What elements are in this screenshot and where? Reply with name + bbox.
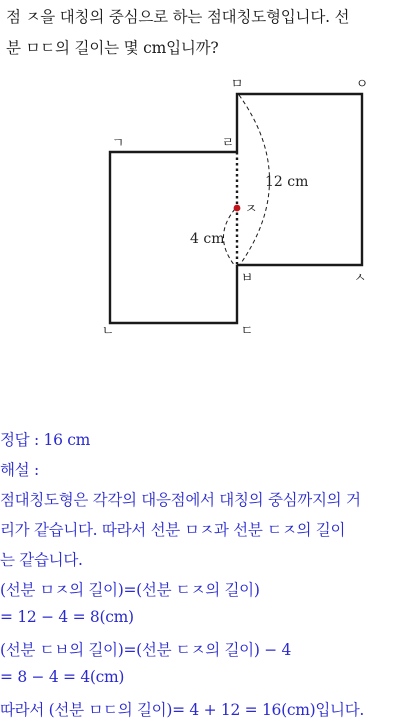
answer-line-5: 는 같습니다. [0,551,83,569]
vertex-label-siot: ㅅ [353,271,367,286]
answer-line-4: 리가 같습니다. 따라서 선분 ㅁㅈ과 선분 ㄷㅈ의 길이 [0,521,346,539]
vertex-label-mieum: ㅁ [230,77,244,92]
vertex-label-giyeok: ㄱ [111,136,125,151]
vertex-label-jieut: ㅈ [244,202,258,217]
answer-line-3: 점대칭도형은 각각의 대응점에서 대칭의 중심까지의 거 [0,491,361,509]
vertex-label-rieul: ㄹ [221,136,235,151]
vertex-label-nieun: ㄴ [101,324,115,339]
answer-line-10: 따라서 (선분 ㅁㄷ의 길이)= 4 + 12 = 16(cm)입니다. [0,701,365,719]
answer-line-7: = 12 − 4 = 8(cm) [0,608,134,626]
answer-line-1: 정답 : 16 cm [0,431,91,449]
question-line-1: 점 ㅈ을 대칭의 중심으로 하는 점대칭도형입니다. 선 [6,8,350,26]
question-line-2: 분 ㅁㄷ의 길이는 몇 cm입니까? [6,39,219,57]
measure-label-12cm: 12 cm [265,174,309,190]
center-point [234,205,241,212]
vertex-label-bieup: ㅂ [240,271,254,286]
answer-line-9: = 8 − 4 = 4(cm) [0,668,125,686]
vertex-label-ieung: ㅇ [355,77,369,92]
vertex-label-digeut: ㄷ [240,324,254,339]
answer-line-2: 해설 : [0,461,39,479]
answer-line-6: (선분 ㅁㅈ의 길이)=(선분 ㄷㅈ의 길이) [0,581,260,599]
arc-4cm [224,209,236,266]
answer-line-8: (선분 ㄷㅂ의 길이)=(선분 ㄷㅈ의 길이) − 4 [0,641,292,659]
measure-label-4cm: 4 cm [190,231,225,247]
